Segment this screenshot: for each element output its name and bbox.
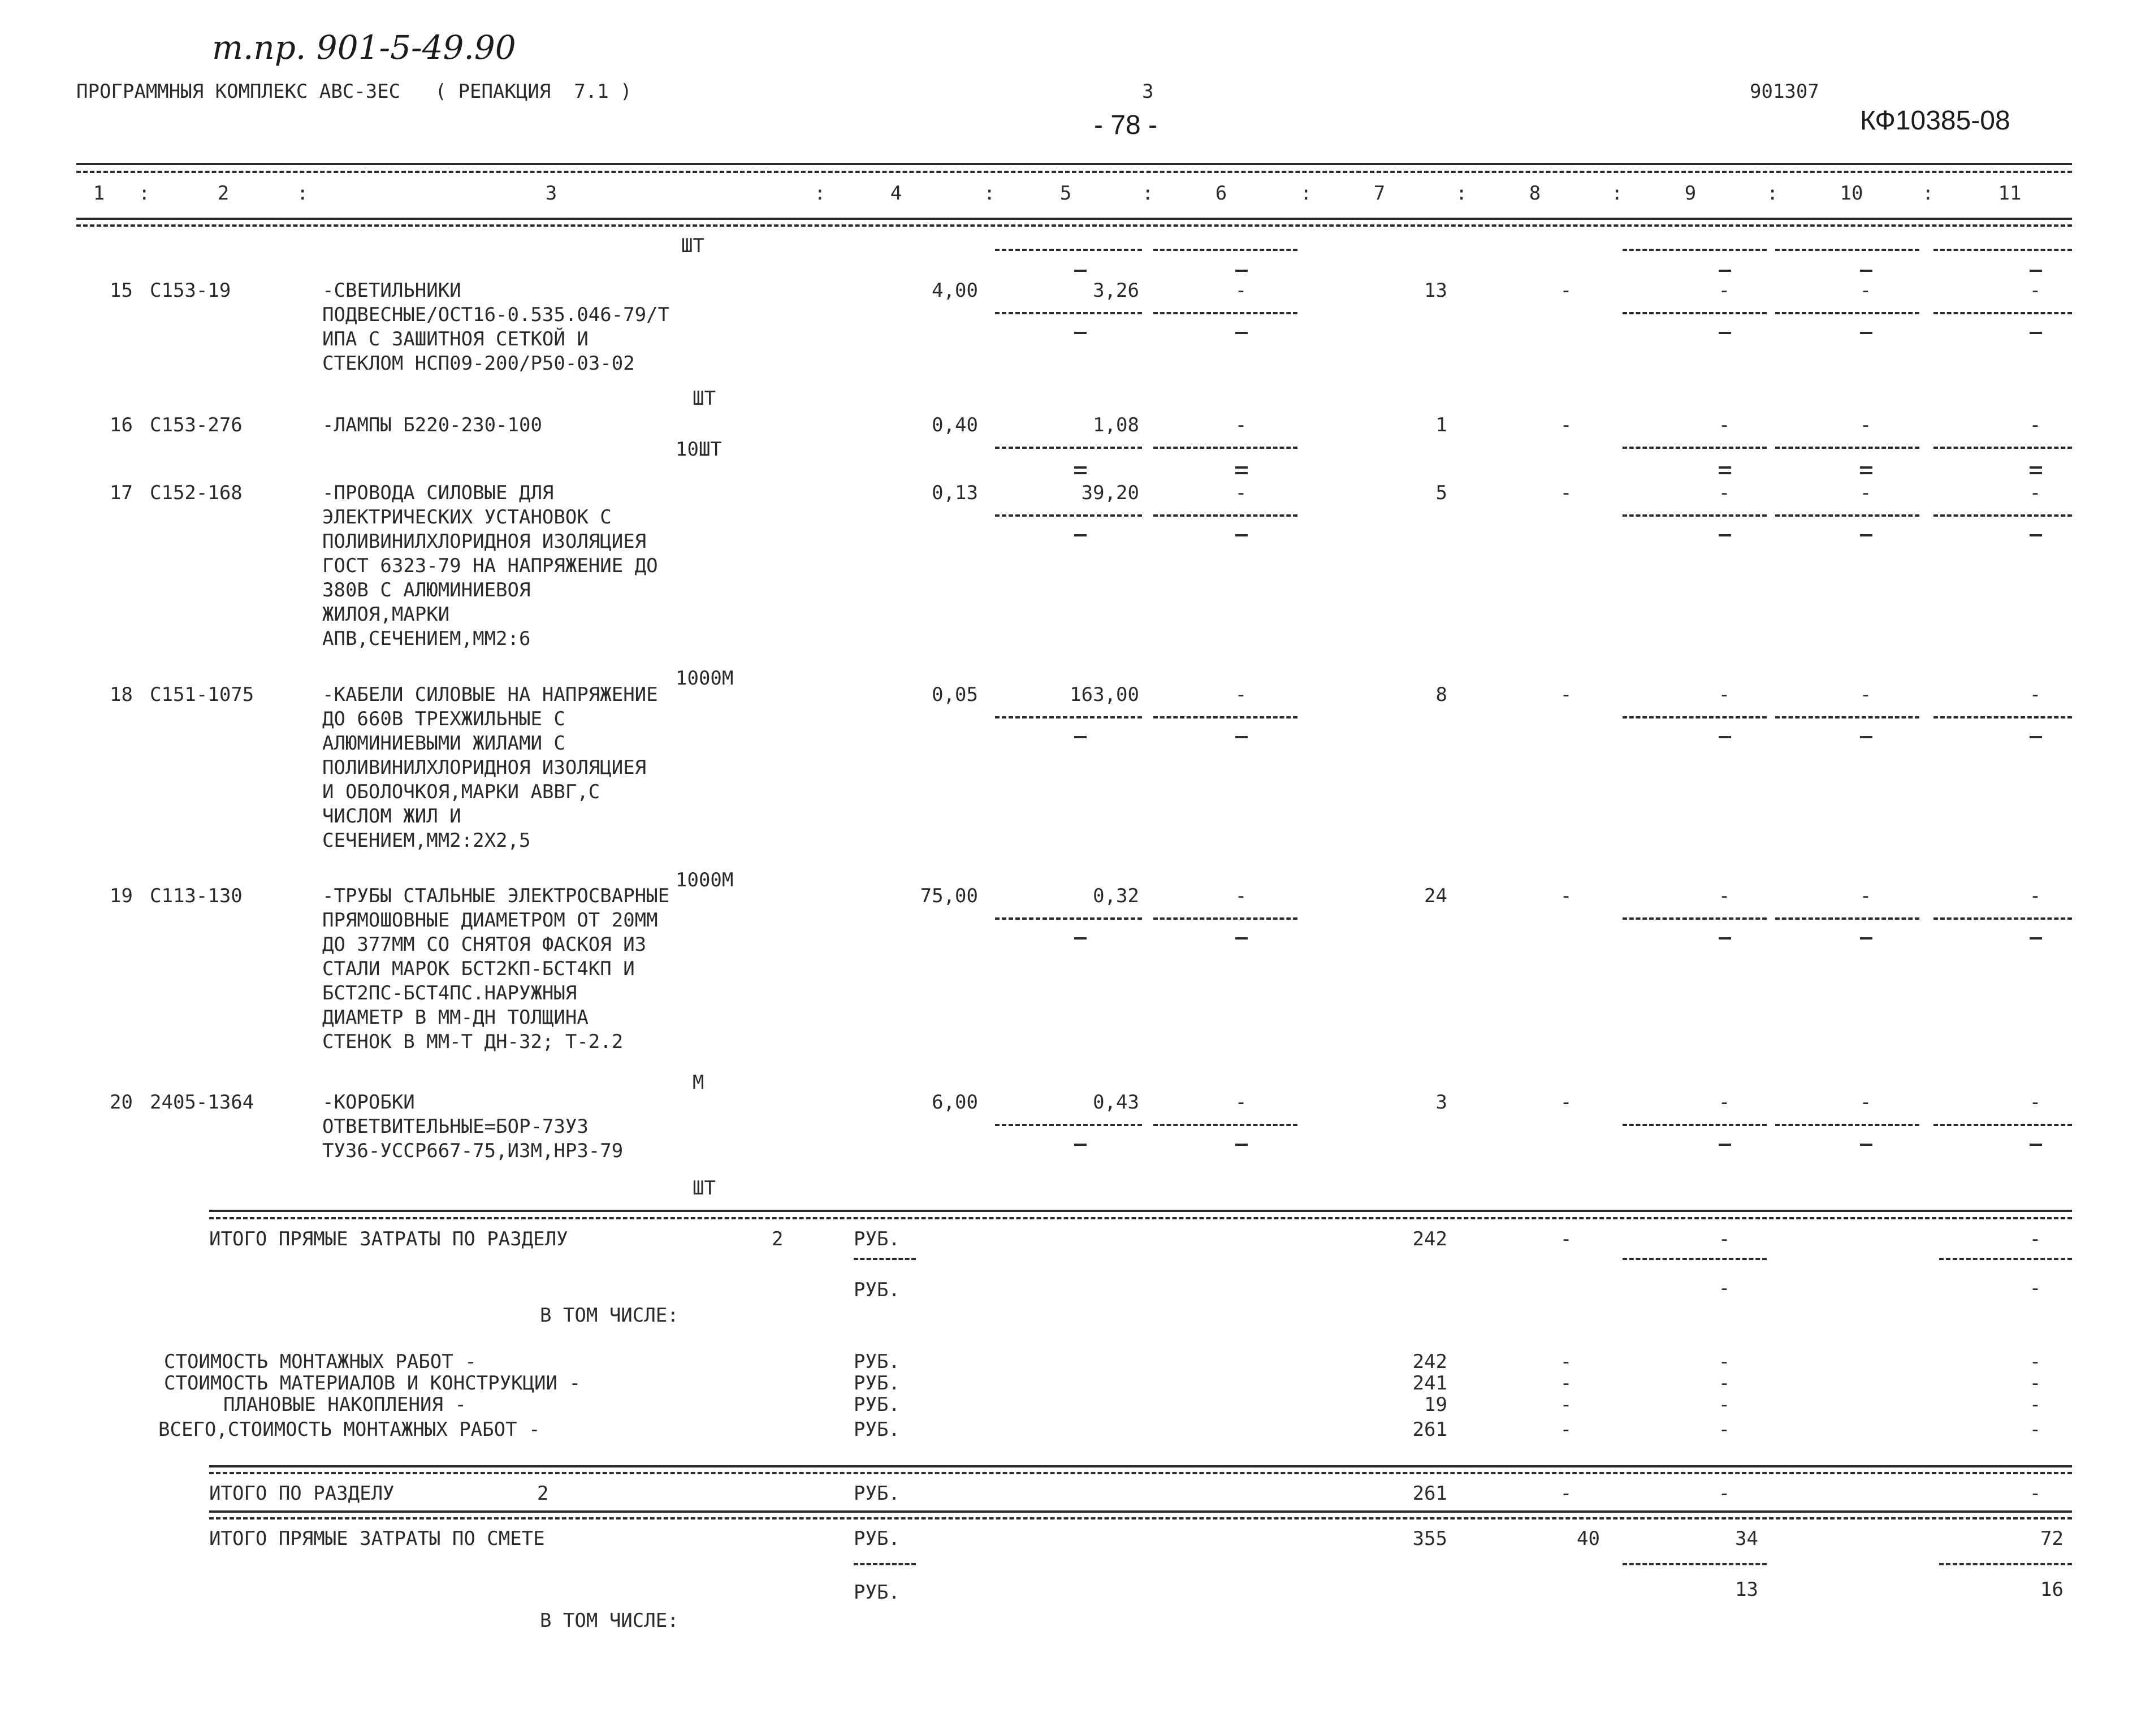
cell-subvalue-dash (2030, 466, 2042, 469)
col-sep: : (984, 182, 996, 205)
cell-rule (1775, 716, 1919, 718)
cell-subvalue-dash (1235, 332, 1248, 334)
row-col10: - (1859, 1091, 1872, 1114)
total-col8: 40 (1577, 1527, 1600, 1550)
row-col11: - (2029, 1091, 2041, 1114)
total-col9: 13 (1735, 1578, 1758, 1601)
breakdown-col7: 242 (1412, 1350, 1447, 1373)
cell-rule (1623, 716, 1767, 718)
total-col8: - (1560, 1482, 1572, 1505)
row-unit: 1000М (676, 869, 734, 891)
row-col10: - (1859, 482, 1872, 504)
row-col8: - (1560, 279, 1572, 302)
col-header-6: 6 (1215, 182, 1227, 205)
breakdown-col8: - (1560, 1418, 1572, 1441)
breakdown-col8: - (1560, 1393, 1572, 1416)
row-col9: - (1718, 885, 1731, 907)
row-unit: М (693, 1071, 704, 1094)
row-description-line: -ПРОВОДА СИЛОВЫЕ ДЛЯ (322, 482, 554, 504)
cell-rule (995, 716, 1142, 718)
header-rule-top (76, 163, 2072, 165)
total-label: ИТОГО ПРЯМЫЕ ЗАТРАТЫ ПО СМЕТЕ (209, 1527, 545, 1550)
cell-subvalue-dash (2030, 736, 2042, 738)
row-description-line: ПОЛИВИНИЛХЛОРИДНОЯ ИЗОЛЯЦИЕЯ (322, 530, 647, 553)
rule (1939, 1258, 2072, 1260)
col-header-7: 7 (1373, 182, 1386, 205)
header-rule-top-2 (76, 171, 2072, 173)
cell-subvalue-dash (1860, 466, 1872, 469)
rule (1623, 1258, 1767, 1260)
row-col4: 0,40 (932, 414, 978, 436)
handwritten-page-number: - 78 - (1094, 110, 1158, 140)
col-header-5: 5 (1059, 182, 1072, 205)
row-col7: 1 (1435, 414, 1447, 436)
breakdown-col7: 241 (1412, 1372, 1447, 1395)
row-number: 16 (110, 414, 133, 436)
cell-rule (1933, 249, 2072, 251)
breakdown-col9: - (1718, 1372, 1731, 1395)
row-col6: - (1235, 482, 1247, 504)
cell-subvalue-dash (1860, 937, 1872, 940)
cell-rule (1623, 514, 1767, 517)
row-col8: - (1560, 482, 1572, 504)
row-code: С153-19 (150, 279, 231, 302)
row-col4: 75,00 (920, 885, 978, 907)
row-col7: 8 (1435, 683, 1447, 706)
cell-rule (995, 249, 1142, 251)
cell-subvalue-dash (1235, 937, 1248, 940)
total-col7: 261 (1412, 1482, 1447, 1505)
col-sep: : (1922, 182, 1934, 205)
row-description-line: ГОСТ 6323-79 НА НАПРЯЖЕНИЕ ДО (322, 555, 658, 577)
row-col11: - (2029, 683, 2041, 706)
total-col11: 16 (2040, 1578, 2064, 1601)
breakdown-label: СТОИМОСТЬ МОНТАЖНЫХ РАБОТ - (164, 1350, 477, 1373)
cell-rule (1933, 312, 2072, 314)
totals-rule (209, 1210, 2072, 1212)
col-header-4: 4 (890, 182, 902, 205)
row-col10: - (1859, 885, 1872, 907)
breakdown-col7: 261 (1412, 1418, 1447, 1441)
col-sep: : (814, 182, 826, 205)
row-number: 18 (110, 683, 133, 706)
cell-rule (995, 312, 1142, 314)
breakdown-col8: - (1560, 1350, 1572, 1373)
row-code: С113-130 (150, 885, 243, 907)
row-col4: 6,00 (932, 1091, 978, 1114)
rule (1939, 1563, 2072, 1565)
cell-rule (1623, 917, 1767, 920)
cell-subvalue-dash (1719, 534, 1731, 536)
row-description-line: -КОРОБКИ (322, 1091, 415, 1114)
cell-rule (1153, 249, 1297, 251)
cell-upper-dash (1235, 472, 1248, 474)
cell-upper-dash (1860, 270, 1872, 272)
total-section-number: 2 (772, 1228, 784, 1250)
total-col9: - (1718, 1228, 1731, 1250)
handwritten-project-ref: т.пр. 901-5-49.90 (212, 28, 516, 67)
row-col5: 39,20 (1081, 482, 1139, 504)
breakdown-col11: - (2029, 1372, 2041, 1395)
col-sep: : (1611, 182, 1623, 205)
row-description-line: ДИАМЕТР В ММ-ДН ТОЛЩИНА (322, 1006, 589, 1029)
row-description-line: СТЕНОК В ММ-Т ДН-32; Т-2.2 (322, 1031, 624, 1053)
including-label: В ТОМ ЧИСЛЕ: (540, 1304, 679, 1327)
row-col4: 0,13 (932, 482, 978, 504)
col-header-11: 11 (1998, 182, 2022, 205)
row-description-line: ЧИСЛОМ ЖИЛ И (322, 805, 461, 828)
total-label: ИТОГО ПРЯМЫЕ ЗАТРАТЫ ПО РАЗДЕЛУ (209, 1228, 568, 1250)
row-col8: - (1560, 683, 1572, 706)
col-sep: : (297, 182, 309, 205)
breakdown-col9: - (1718, 1350, 1731, 1373)
row-col10: - (1859, 683, 1872, 706)
breakdown-col8: - (1560, 1372, 1572, 1395)
including-label: В ТОМ ЧИСЛЕ: (540, 1609, 679, 1632)
row-col9: - (1718, 1091, 1731, 1114)
cell-subvalue-dash (1235, 1144, 1248, 1146)
cell-subvalue-dash (1860, 1144, 1872, 1146)
row-description-line: ДО 377ММ СО СНЯТОЯ ФАСКОЯ ИЗ (322, 933, 647, 956)
row-unit: ШТ (693, 1177, 716, 1200)
document-number: 901307 (1750, 80, 1819, 103)
cell-rule (1933, 1124, 2072, 1126)
total-currency: РУБ. (854, 1279, 900, 1301)
cell-rule (1775, 514, 1919, 517)
row-code: С151-1075 (150, 683, 254, 706)
cell-rule (1933, 447, 2072, 449)
row-description-line: АПВ,СЕЧЕНИЕМ,ММ2:6 (322, 627, 531, 650)
row-col11: - (2029, 482, 2041, 504)
row-description-line: -ТРУБЫ СТАЛЬНЫЕ ЭЛЕКТРОСВАРНЫЕ (322, 885, 670, 907)
cell-subvalue-dash (1074, 332, 1087, 334)
breakdown-currency: РУБ. (854, 1393, 900, 1416)
breakdown-col7: 19 (1424, 1393, 1447, 1416)
row-col5: 1,08 (1093, 414, 1139, 436)
col-sep: : (1767, 182, 1779, 205)
cell-rule (995, 447, 1142, 449)
header-rule-bottom-2 (76, 224, 2072, 227)
row-col7: 3 (1435, 1091, 1447, 1114)
cell-upper-dash (1860, 472, 1872, 474)
row-col8: - (1560, 885, 1572, 907)
cell-subvalue-dash (2030, 332, 2042, 334)
col-sep: : (1142, 182, 1154, 205)
row-number: 20 (110, 1091, 133, 1114)
cell-subvalue-dash (1235, 466, 1248, 469)
row-col11: - (2029, 885, 2041, 907)
cell-rule (1623, 249, 1767, 251)
cell-rule (1153, 447, 1297, 449)
cell-upper-dash (1074, 472, 1087, 474)
page-number: 3 (1142, 80, 1154, 103)
cell-rule (1153, 312, 1297, 314)
col-sep: : (1300, 182, 1312, 205)
row-col7: 5 (1435, 482, 1447, 504)
estimate-total-rule-2 (209, 1517, 2072, 1519)
row-col6: - (1235, 414, 1247, 436)
total-currency: РУБ. (854, 1581, 900, 1604)
cell-upper-dash (1074, 270, 1087, 272)
cell-rule (1623, 1124, 1767, 1126)
row-unit: 10ШТ (676, 438, 722, 461)
row-col4: 0,05 (932, 683, 978, 706)
total-col9: - (1718, 1482, 1731, 1505)
row-col6: - (1235, 683, 1247, 706)
col-header-10: 10 (1840, 182, 1863, 205)
breakdown-col9: - (1718, 1418, 1731, 1441)
row-col8: - (1560, 414, 1572, 436)
row-col9: - (1718, 414, 1731, 436)
row-col10: - (1859, 279, 1872, 302)
row-col6: - (1235, 885, 1247, 907)
cell-rule (1153, 917, 1297, 920)
row-description-line: -КАБЕЛИ СИЛОВЫЕ НА НАПРЯЖЕНИЕ (322, 683, 658, 706)
col-header-9: 9 (1684, 182, 1697, 205)
row-number: 19 (110, 885, 133, 907)
row-col8: - (1560, 1091, 1572, 1114)
row-description-line: БСТ2ПС-БСТ4ПС.НАРУЖНЫЯ (322, 982, 577, 1005)
totals-rule-2 (209, 1217, 2072, 1219)
header-rule-bottom (76, 218, 2072, 220)
row-code: С152-168 (150, 482, 243, 504)
total-col11: 72 (2040, 1527, 2064, 1550)
cell-subvalue-dash (1860, 736, 1872, 738)
row-col6: - (1235, 279, 1247, 302)
row-col9: - (1718, 683, 1731, 706)
total-section-number: 2 (537, 1482, 549, 1505)
row-col7: 13 (1424, 279, 1447, 302)
cell-subvalue-dash (1719, 937, 1731, 940)
row-description-line: -СВЕТИЛЬНИКИ (322, 279, 461, 302)
row-number: 17 (110, 482, 133, 504)
row-description-line: ОТВЕТВИТЕЛЬНЫЕ=БОР-73У3 (322, 1115, 589, 1138)
row-description-line: СТАЛИ МАРОК БСТ2КП-БСТ4КП И (322, 958, 635, 980)
cell-rule (1933, 514, 2072, 517)
row-col9: - (1718, 279, 1731, 302)
breakdown-label: ВСЕГО,СТОИМОСТЬ МОНТАЖНЫХ РАБОТ - (158, 1418, 540, 1441)
col-header-3: 3 (545, 182, 557, 205)
cell-subvalue-dash (1074, 466, 1087, 469)
cell-rule (1153, 1124, 1297, 1126)
cell-upper-dash (2030, 472, 2042, 474)
row-col5: 3,26 (1093, 279, 1139, 302)
cell-rule (1933, 917, 2072, 920)
row-col7: 24 (1424, 885, 1447, 907)
row-description-line: -ЛАМПЫ Б220-230-100 (322, 414, 542, 436)
cell-subvalue-dash (2030, 937, 2042, 940)
total-currency: РУБ. (854, 1482, 900, 1505)
row-col11: - (2029, 279, 2041, 302)
row-description-line: ТУ36-УССР667-75,ИЗМ,НР3-79 (322, 1140, 624, 1162)
row-description-line: ПОДВЕСНЫЕ/ОСТ16-0.535.046-79/Т (322, 304, 670, 326)
cell-rule (995, 514, 1142, 517)
row-col5: 0,43 (1093, 1091, 1139, 1114)
cell-rule (1775, 917, 1919, 920)
cell-subvalue-dash (1719, 466, 1731, 469)
row-description-line: ПРЯМОШОВНЫЕ ДИАМЕТРОМ ОТ 20ММ (322, 909, 658, 932)
breakdown-col11: - (2029, 1393, 2041, 1416)
cell-upper-dash (1235, 270, 1248, 272)
cell-rule (1775, 447, 1919, 449)
cell-subvalue-dash (1719, 332, 1731, 334)
col-header-2: 2 (217, 182, 230, 205)
row-description-line: ИПА С ЗАШИТНОЯ СЕТКОЙ И (322, 328, 589, 350)
row-description-line: И ОБОЛОЧКОЯ,МАРКИ АВВГ,С (322, 781, 600, 803)
row-code: С153-276 (150, 414, 243, 436)
row-code: 2405-1364 (150, 1091, 254, 1114)
col-sep: : (1456, 182, 1468, 205)
cell-rule (1623, 312, 1767, 314)
row-unit: 1000М (676, 667, 734, 690)
cell-rule (1775, 249, 1919, 251)
cell-subvalue-dash (1860, 534, 1872, 536)
row-col10: - (1859, 414, 1872, 436)
breakdown-col9: - (1718, 1393, 1731, 1416)
cell-rule (1775, 1124, 1919, 1126)
row-description-line: АЛЮМИНИЕВЫМИ ЖИЛАМИ С (322, 732, 565, 755)
row-col9: - (1718, 482, 1731, 504)
total-col9: - (1718, 1277, 1731, 1300)
col-sep: : (139, 182, 150, 205)
total-col7: 242 (1412, 1228, 1447, 1250)
section-total-rule (209, 1465, 2072, 1467)
total-col11: - (2029, 1277, 2041, 1300)
row-unit: ШТ (693, 387, 716, 410)
cell-upper-dash (1719, 270, 1731, 272)
cell-rule (1153, 716, 1297, 718)
cell-rule (1153, 514, 1297, 517)
breakdown-col11: - (2029, 1350, 2041, 1373)
cell-rule (995, 917, 1142, 920)
row-description-line: ЭЛЕКТРИЧЕСКИХ УСТАНОВОК С (322, 506, 612, 529)
rule (854, 1258, 916, 1260)
row-description-line: 380В С АЛЮМИНИЕВОЯ (322, 579, 531, 601)
total-label: ИТОГО ПО РАЗДЕЛУ (209, 1482, 395, 1505)
row-col5: 0,32 (1093, 885, 1139, 907)
row-col4: 4,00 (932, 279, 978, 302)
cell-subvalue-dash (1074, 534, 1087, 536)
cell-rule (1933, 716, 2072, 718)
rule (1623, 1563, 1767, 1565)
cell-subvalue-dash (2030, 534, 2042, 536)
total-currency: РУБ. (854, 1527, 900, 1550)
row-number: 15 (110, 279, 133, 302)
row-description-line: СТЕКЛОМ НСП09-200/Р50-03-02 (322, 352, 635, 375)
col-header-1: 1 (93, 182, 105, 205)
handwritten-document-code: КФ10385-08 (1860, 106, 2010, 136)
total-col8: - (1560, 1228, 1572, 1250)
breakdown-label: СТОИМОСТЬ МАТЕРИАЛОВ И КОНСТРУКЦИИ - (164, 1372, 581, 1395)
row-description-line: ЖИЛОЯ,МАРКИ (322, 603, 450, 626)
row-col6: - (1235, 1091, 1247, 1114)
rule (854, 1563, 916, 1565)
cell-subvalue-dash (2030, 1144, 2042, 1146)
cell-rule (1623, 447, 1767, 449)
cell-subvalue-dash (1074, 736, 1087, 738)
cell-subvalue-dash (1719, 1144, 1731, 1146)
cell-subvalue-dash (1074, 1144, 1087, 1146)
section-total-rule-2 (209, 1472, 2072, 1474)
breakdown-currency: РУБ. (854, 1350, 900, 1373)
cell-upper-dash (2030, 270, 2042, 272)
cell-subvalue-dash (1074, 937, 1087, 940)
cell-upper-dash (1719, 472, 1731, 474)
unit-label: ШТ (681, 235, 704, 257)
cell-subvalue-dash (1860, 332, 1872, 334)
breakdown-currency: РУБ. (854, 1372, 900, 1395)
breakdown-label: ПЛАНОВЫЕ НАКОПЛЕНИЯ - (223, 1393, 466, 1416)
row-description-line: ДО 660В ТРЕХЖИЛЬНЫЕ С (322, 708, 565, 730)
row-description-line: СЕЧЕНИЕМ,ММ2:2Х2,5 (322, 829, 531, 852)
row-description-line: ПОЛИВИНИЛХЛОРИДНОЯ ИЗОЛЯЦИЕЯ (322, 756, 647, 779)
cell-rule (1775, 312, 1919, 314)
row-col11: - (2029, 414, 2041, 436)
total-col9: 34 (1735, 1527, 1758, 1550)
cell-rule (995, 1124, 1142, 1126)
total-col7: 355 (1412, 1527, 1447, 1550)
breakdown-col11: - (2029, 1418, 2041, 1441)
total-col11: - (2029, 1228, 2041, 1250)
col-header-8: 8 (1529, 182, 1541, 205)
breakdown-currency: РУБ. (854, 1418, 900, 1441)
cell-subvalue-dash (1235, 736, 1248, 738)
cell-subvalue-dash (1235, 534, 1248, 536)
cell-subvalue-dash (1719, 736, 1731, 738)
estimate-total-rule (209, 1510, 2072, 1513)
total-currency: РУБ. (854, 1228, 900, 1250)
total-col11: - (2029, 1482, 2041, 1505)
program-title: ПРОГРАММНЫЯ КОМПЛЕКС АВС-ЗЕС ( РЕПАКЦИЯ 7.1 ) (76, 80, 632, 103)
row-col5: 163,00 (1070, 683, 1139, 706)
